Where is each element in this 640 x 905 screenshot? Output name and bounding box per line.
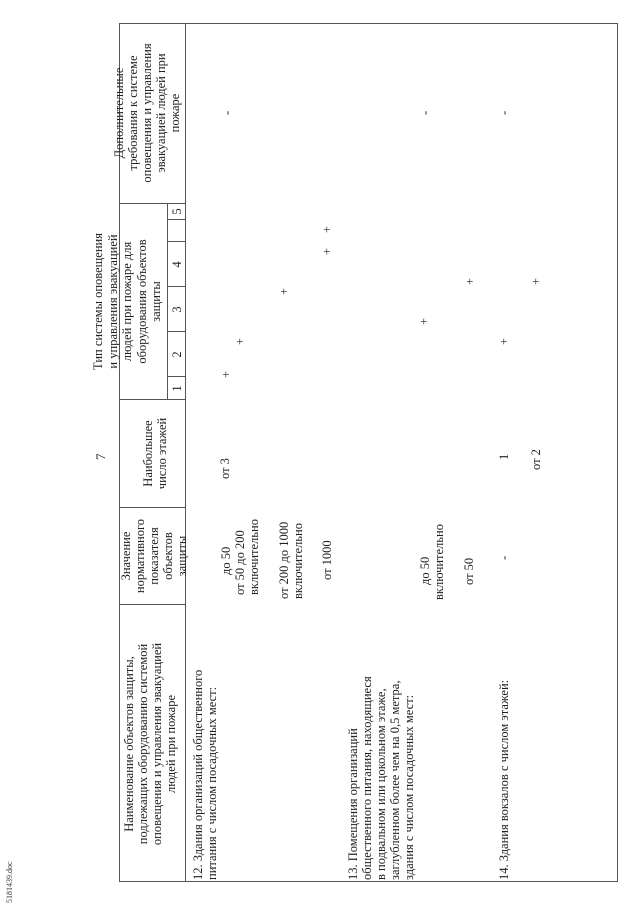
system-type-mark: + <box>219 370 233 378</box>
type-number-separator <box>167 203 168 400</box>
table-right-border <box>119 23 618 24</box>
type-number-5: 5 <box>170 208 184 215</box>
row-name-line: общественного питания, находящиеся <box>360 676 374 880</box>
seats-value: до 50 <box>219 546 233 575</box>
type-number-3: 3 <box>170 306 184 313</box>
row-name-line: 14. Здания вокзалов с числом этажей: <box>497 679 511 880</box>
header-separator <box>185 23 186 882</box>
seats-value: - <box>497 555 511 560</box>
system-type-mark: + <box>320 225 334 233</box>
table-left-border <box>119 881 618 882</box>
document-code: 5181439.doc <box>5 861 14 903</box>
seats-value: включительно <box>432 524 446 600</box>
row-name-line: 12. Здания организаций общественного <box>191 669 205 880</box>
system-type-mark: + <box>320 247 334 255</box>
system-type-mark: + <box>417 317 431 325</box>
header-indicator-value: Значение нормативного показателя объектов защиты <box>119 518 189 594</box>
additional-requirement-dash: - <box>220 110 234 115</box>
type-number-2: 2 <box>170 351 184 358</box>
header-object-name: Наименование объектов защиты, подлежащих оборудованию системой оповещения и управления эвакуацией людей при пожаре <box>122 642 178 846</box>
system-type-mark: + <box>529 277 543 285</box>
column-divider <box>119 507 186 508</box>
system-type-mark: + <box>463 277 477 285</box>
seats-value: включительно <box>291 523 305 599</box>
header-system-type: Тип системы оповещения и управления эвакуацией людей при пожаре для оборудования объектов защиты <box>91 233 163 370</box>
additional-requirement-dash: - <box>418 110 432 115</box>
seats-value: от 50 <box>462 557 476 585</box>
type-number-4: 4 <box>170 261 184 268</box>
floors-value: от 3 <box>218 458 232 479</box>
seats-value: включительно <box>247 519 261 595</box>
seats-value: от 50 до 200 <box>233 530 247 595</box>
row-name-line: 13. Помещения организаций <box>346 728 360 880</box>
system-type-mark: + <box>497 337 511 345</box>
row-name-line: здания с числом посадочных мест: <box>402 694 416 880</box>
floors-value: 1 <box>497 453 511 460</box>
seats-value: от 200 до 1000 <box>277 521 291 599</box>
system-type-mark: + <box>233 337 247 345</box>
row-name-line: заглубленном более чем на 0,5 метра, <box>388 680 402 880</box>
floors-value: от 2 <box>529 449 543 470</box>
header-additional-requirements: Дополнительные требования к системе оповещения и управления эвакуацией людей при пожаре <box>112 43 182 183</box>
seats-value: от 1000 <box>320 540 334 580</box>
column-divider <box>119 604 186 605</box>
header-max-floors: Наибольшее число этажей <box>141 417 169 490</box>
seats-value: до 50 <box>418 556 432 585</box>
table-bottom-border <box>617 23 618 882</box>
row-name-line: в подвальном или цокольном этаже, <box>374 688 388 880</box>
type-number-1: 1 <box>170 385 184 392</box>
additional-requirement-dash: - <box>497 110 511 115</box>
row-name-line: питания с числом посадочных мест: <box>205 686 219 880</box>
system-type-mark: + <box>277 287 291 295</box>
page-number: 7 <box>93 453 108 460</box>
